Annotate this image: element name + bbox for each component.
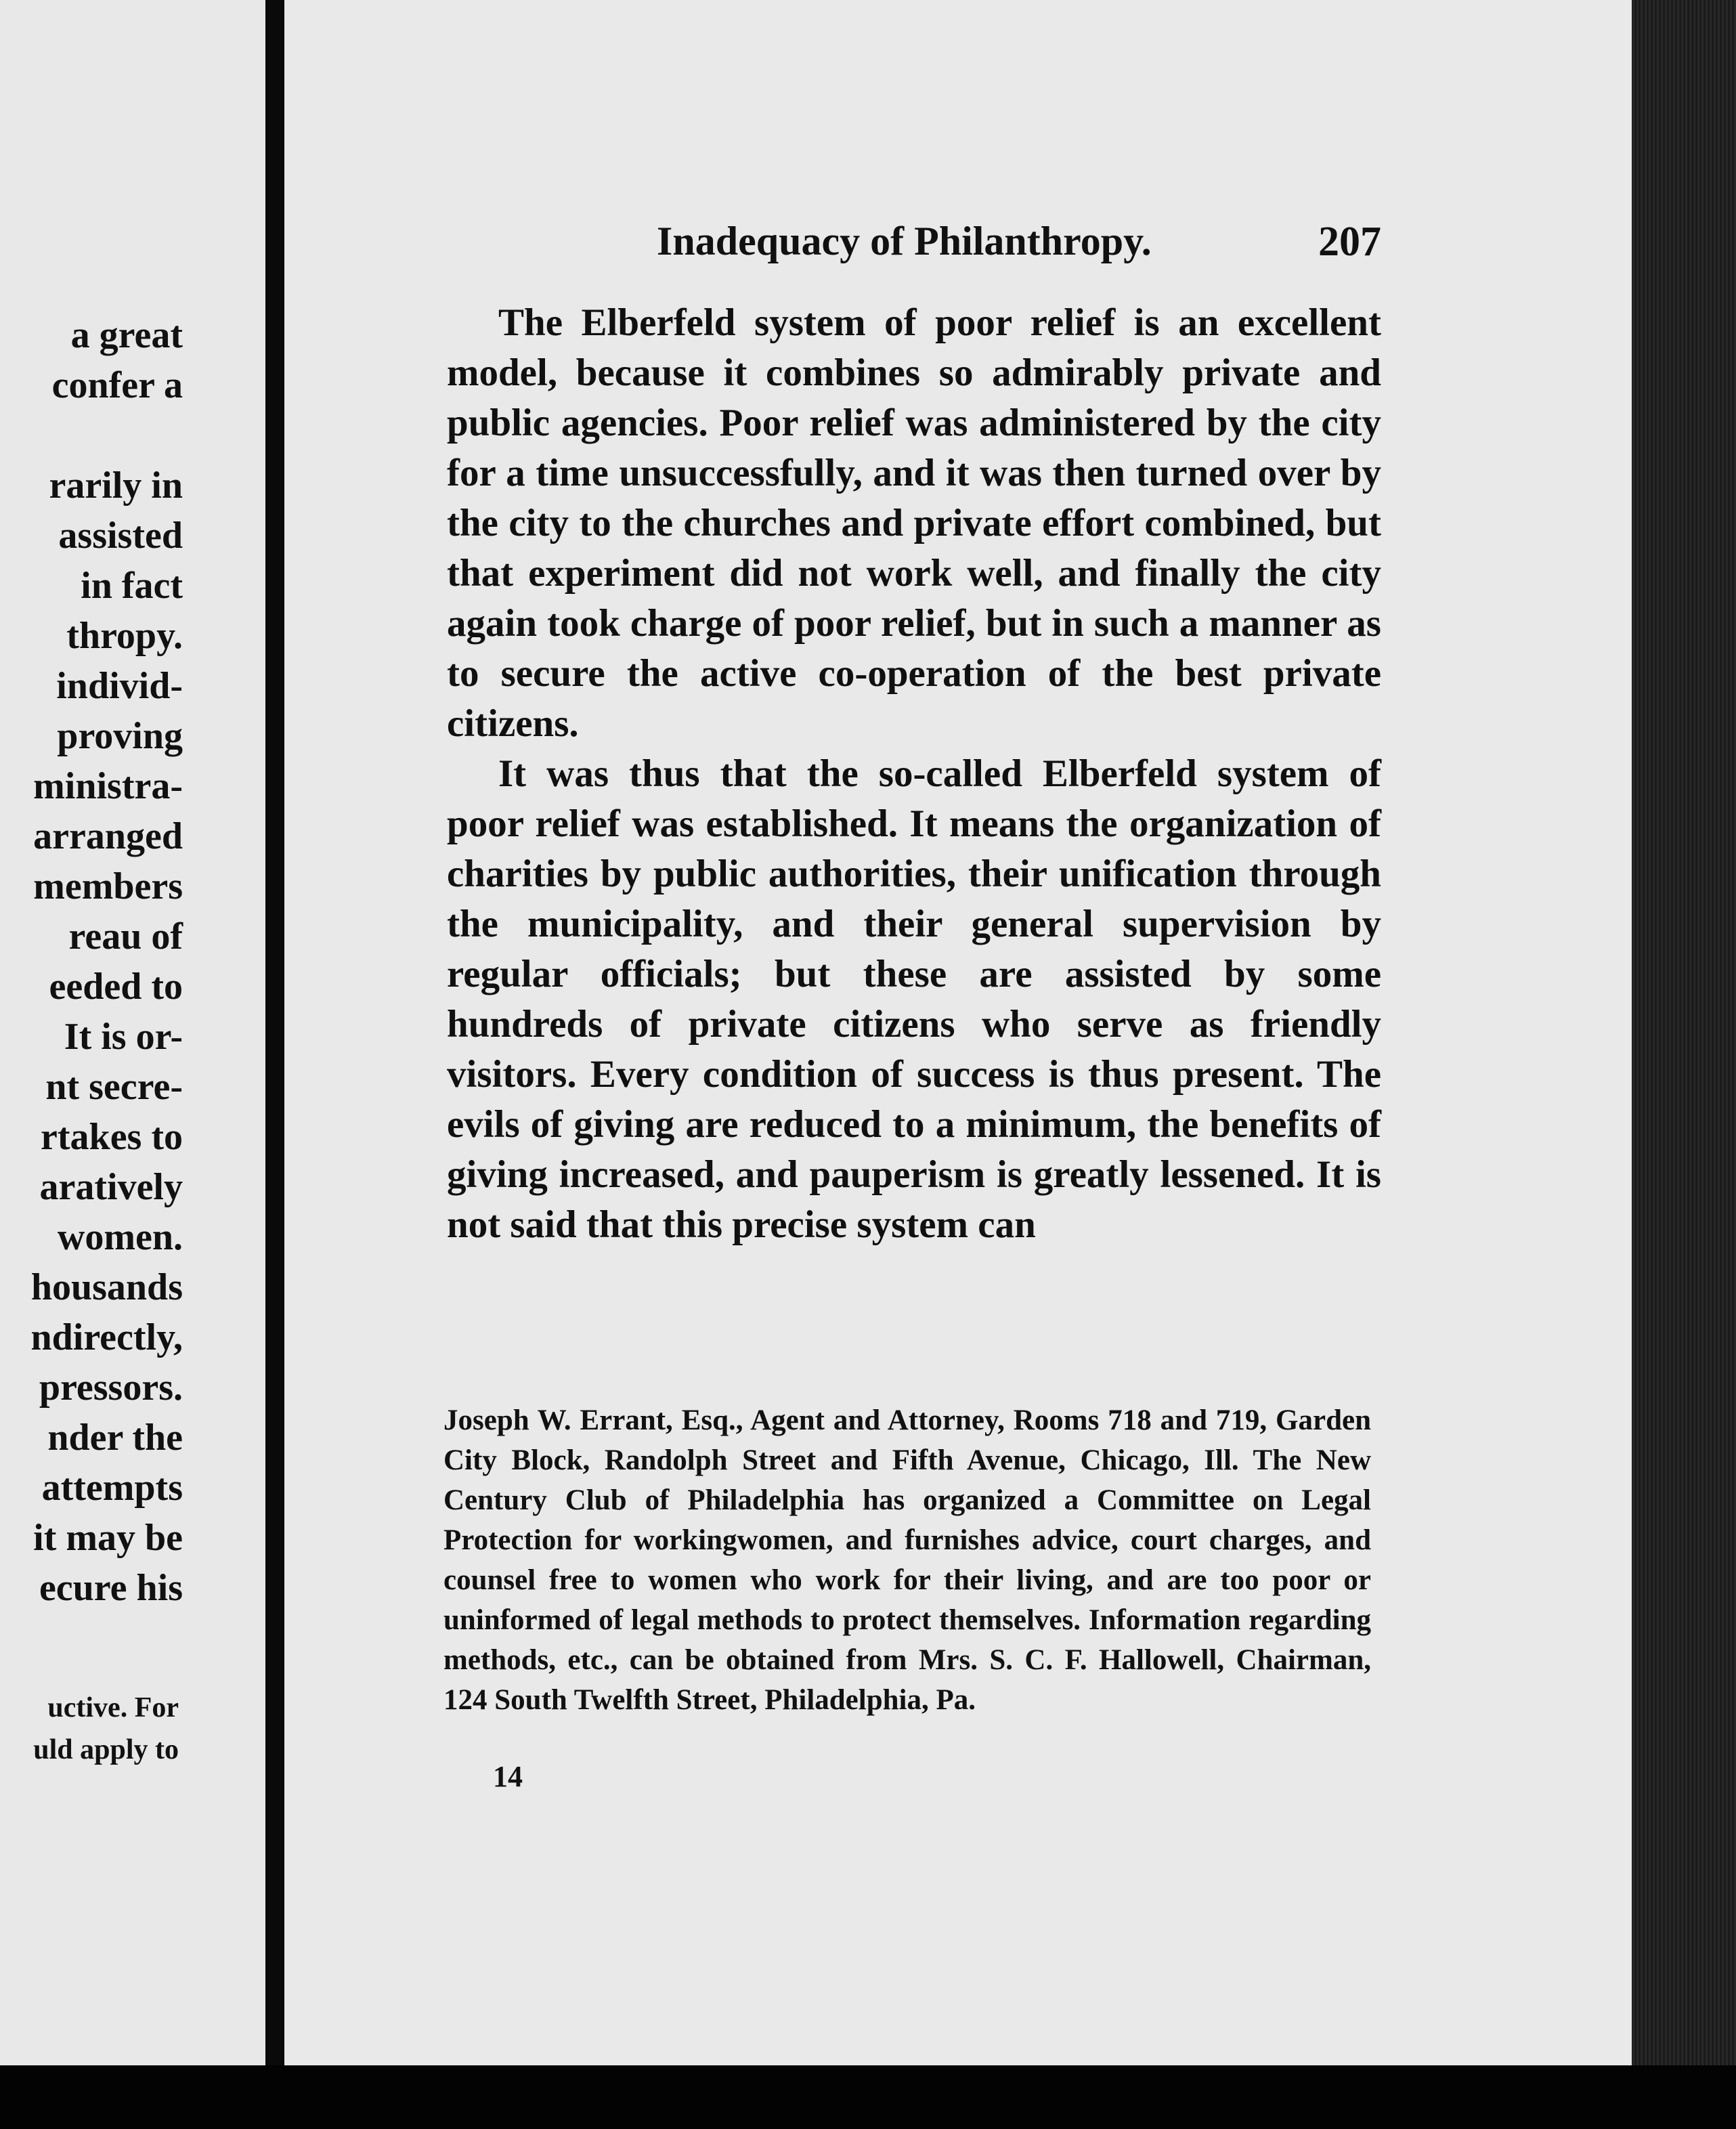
footnote: Joseph W. Errant, Esq., Agent and Attorney, Rooms 718 and 719, Garden City Block, Randolph Street and Fifth Avenue, Chicago, Ill. The New Century Club of Philadelphia has organized a Committee on Legal Protection for workingwomen, and furnishes advice, court charges, and counsel free to women who work for their living, and are too poor or uninformed of legal methods to protect themselves. Information regarding methods, etc., can be obtained from Mrs. S. C. F. Hallowell, Chairman, 124 South Twelfth Street, Philadelphia, Pa. <box>443 1404 1371 1716</box>
left-page-line: arranged <box>33 815 183 857</box>
left-page-line: in fact <box>81 565 183 607</box>
left-page-line: a great <box>70 314 183 356</box>
book-gutter <box>265 0 284 2129</box>
left-page-line: ministra- <box>33 765 183 807</box>
left-page-line: individ- <box>56 665 183 707</box>
page-title: Inadequacy of Philanthropy. <box>657 219 1152 263</box>
left-page-line: reau of <box>68 916 183 958</box>
left-page-line: confer a <box>51 364 183 406</box>
body-text <box>447 298 1381 1250</box>
left-page-line: aratively <box>39 1166 183 1208</box>
left-page-line: rtakes to <box>41 1116 183 1158</box>
left-page-line: pressors. <box>39 1367 183 1408</box>
scan-border <box>0 2065 1736 2129</box>
left-page-line: It is or- <box>64 1016 183 1058</box>
left-page-line: rarily in <box>49 465 183 507</box>
left-page-line: nt secre- <box>45 1066 183 1108</box>
left-page-line: members <box>33 865 183 907</box>
left-page-line: ecure his <box>39 1567 183 1609</box>
left-page-line: housands <box>30 1266 183 1308</box>
left-page-line: eeded to <box>49 966 183 1008</box>
page-edges <box>1632 0 1736 2129</box>
left-page-line: ndirectly, <box>30 1316 183 1358</box>
paragraph: The Elberfeld system of poor relief is an excellent model, because it combines so admirably private and public agencies. Poor relief was administered by the city for a time unsuccessfully, and it was then turned over by the city to the churches and private effort combined, but that experiment did not work well, and finally the city again took charge of poor relief, but in such a manner as to secure the active co-operation of the best private citizens. <box>447 301 1381 745</box>
left-page-line: attempts <box>41 1467 183 1509</box>
left-page-line: women. <box>57 1216 183 1258</box>
running-head <box>372 218 1381 272</box>
left-page-footnote-line: uld apply to <box>33 1734 179 1765</box>
paragraph: It was thus that the so-called Elberfeld system of poor relief was established. It means the organization of charities by public authorities, their unification through the municipality, and their general supervision by regular officials; but these are assisted by some hundreds of private citizens who serve as friendly visitors. Every condition of success is thus present. The evils of giving are reduced to a minimum, the benefits of giving increased, and pauperism is greatly lessened. It is not said that this precise system can <box>447 752 1381 1246</box>
left-page-line: nder the <box>47 1417 183 1459</box>
left-page-line: it may be <box>33 1517 183 1559</box>
left-page-line: assisted <box>58 515 183 557</box>
left-page <box>0 0 265 2065</box>
page-number: 207 <box>1318 219 1381 265</box>
signature-mark: 14 <box>493 1760 523 1793</box>
left-page-footnote-line: uctive. For <box>47 1692 179 1723</box>
left-page-line: proving <box>57 715 183 757</box>
left-page-line: thropy. <box>66 615 183 657</box>
